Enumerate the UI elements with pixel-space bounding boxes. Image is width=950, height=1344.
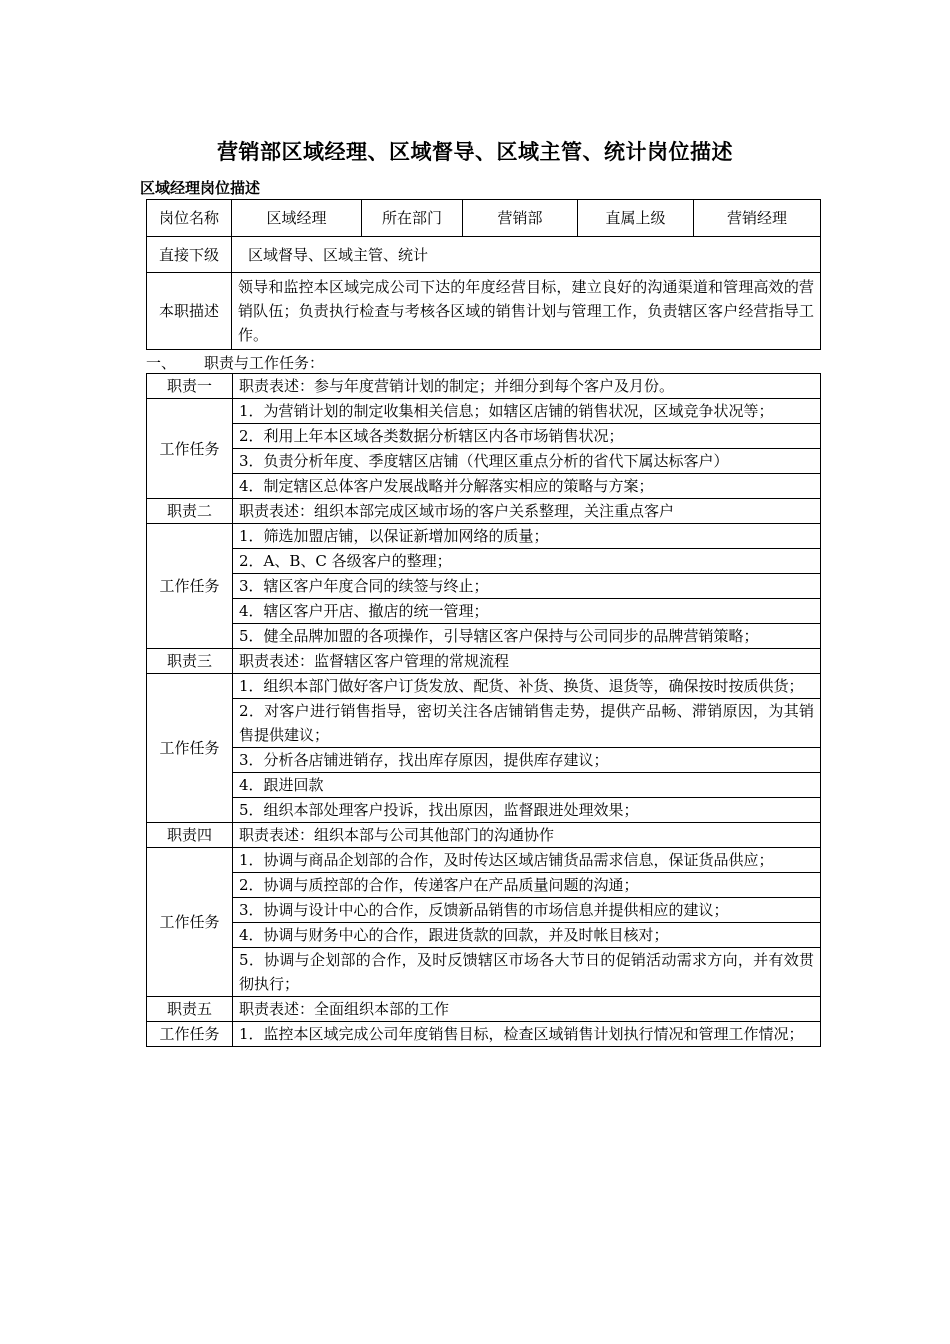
task-item: 2．对客户进行销售指导，密切关注各店铺销售走势，提供产品畅、滞销原因，为其销售提供建议； <box>233 699 821 748</box>
task-item: 3．辖区客户年度合同的续签与终止； <box>233 574 821 599</box>
position-info-table <box>146 199 821 350</box>
task-row <box>147 599 821 624</box>
task-item: 4．制定辖区总体客户发展战略并分解落实相应的策略与方案； <box>233 474 821 499</box>
department-label: 所在部门 <box>362 200 463 237</box>
work-task-label: 工作任务 <box>147 674 233 823</box>
task-row <box>147 873 821 898</box>
task-item: 2．协调与质控部的合作，传递客户在产品质量问题的沟通； <box>233 873 821 898</box>
task-item: 1．组织本部门做好客户订货发放、配货、补货、换货、退货等，确保按时按质供货； <box>233 674 821 699</box>
duty-row <box>147 374 821 399</box>
task-item: 2．利用上年本区域各类数据分析辖区内各市场销售状况； <box>233 424 821 449</box>
task-item: 4．跟进回款 <box>233 773 821 798</box>
duty-description-value: 领导和监控本区域完成公司下达的年度经营目标，建立良好的沟通渠道和管理高效的营销队伍；负责执行检查与考核各区域的销售计划与管理工作，负责辖区客户经营指导工作。 <box>232 273 821 350</box>
task-item: 3．协调与设计中心的合作，反馈新品销售的市场信息并提供相应的建议； <box>233 898 821 923</box>
task-item: 2．A、B、C 各级客户的整理； <box>233 549 821 574</box>
task-row <box>147 399 821 424</box>
task-item: 3．分析各店铺进销存，找出库存原因，提供库存建议； <box>233 748 821 773</box>
task-item: 1．监控本区域完成公司年度销售目标，检查区域销售计划执行情况和管理工作情况； <box>233 1022 821 1047</box>
task-item: 5．组织本部处理客户投诉，找出原因，监督跟进处理效果； <box>233 798 821 823</box>
task-row <box>147 574 821 599</box>
duty-statement: 职责表述：组织本部与公司其他部门的沟通协作 <box>233 823 821 848</box>
duty-row <box>147 823 821 848</box>
duty-description-label: 本职描述 <box>147 273 232 350</box>
task-item: 1．为营销计划的制定收集相关信息；如辖区店铺的销售状况，区域竞争状况等； <box>233 399 821 424</box>
duty-row <box>147 499 821 524</box>
duty-statement: 职责表述：组织本部完成区域市场的客户关系整理，关注重点客户 <box>233 499 821 524</box>
section-title: 区域经理岗位描述 <box>140 179 261 197</box>
page-title: 营销部区域经理、区域督导、区域主管、统计岗位描述 <box>217 140 733 164</box>
task-row <box>147 424 821 449</box>
duty-statement: 职责表述：参与年度营销计划的制定；并细分到每个客户及月份。 <box>233 374 821 399</box>
subordinate-value: 区域督导、区域主管、统计 <box>232 237 821 273</box>
duty-label: 职责四 <box>147 823 233 848</box>
work-task-label: 工作任务 <box>147 399 233 499</box>
duty-row <box>147 997 821 1022</box>
task-row <box>147 748 821 773</box>
duty-statement: 职责表述：全面组织本部的工作 <box>233 997 821 1022</box>
task-item: 1．筛选加盟店铺，以保证新增加网络的质量； <box>233 524 821 549</box>
task-item: 1．协调与商品企划部的合作，及时传达区域店铺货品需求信息，保证货品供应； <box>233 848 821 873</box>
task-row <box>147 674 821 699</box>
duty-label: 职责五 <box>147 997 233 1022</box>
duties-table <box>146 373 821 1047</box>
task-row <box>147 524 821 549</box>
work-task-label: 工作任务 <box>147 1022 233 1047</box>
task-row <box>147 773 821 798</box>
superior-label: 直属上级 <box>578 200 694 237</box>
section-heading-text: 职责与工作任务： <box>204 354 325 372</box>
task-row <box>147 923 821 948</box>
department-value: 营销部 <box>463 200 578 237</box>
duty-row <box>147 649 821 674</box>
task-row <box>147 798 821 823</box>
task-row <box>147 848 821 873</box>
task-item: 4．辖区客户开店、撤店的统一管理； <box>233 599 821 624</box>
duty-label: 职责一 <box>147 374 233 399</box>
task-row <box>147 549 821 574</box>
task-row <box>147 624 821 649</box>
work-task-label: 工作任务 <box>147 848 233 997</box>
task-item: 5．健全品牌加盟的各项操作，引导辖区客户保持与公司同步的品牌营销策略； <box>233 624 821 649</box>
section-heading-one <box>146 352 324 373</box>
task-item: 5．协调与企划部的合作，及时反馈辖区市场各大节日的促销活动需求方向，并有效贯彻执行； <box>233 948 821 997</box>
task-item: 3．负责分析年度、季度辖区店铺（代理区重点分析的省代下属达标客户） <box>233 449 821 474</box>
task-row <box>147 948 821 997</box>
position-name-value: 区域经理 <box>232 200 362 237</box>
task-row <box>147 449 821 474</box>
subordinate-label: 直接下级 <box>147 237 232 273</box>
task-row <box>147 699 821 748</box>
superior-value: 营销经理 <box>694 200 821 237</box>
section-number: 一、 <box>146 354 177 372</box>
duty-statement: 职责表述：监督辖区客户管理的常规流程 <box>233 649 821 674</box>
task-item: 4．协调与财务中心的合作，跟进货款的回款，并及时帐目核对； <box>233 923 821 948</box>
task-row <box>147 474 821 499</box>
position-name-label: 岗位名称 <box>147 200 232 237</box>
duty-label: 职责二 <box>147 499 233 524</box>
task-row <box>147 1022 821 1047</box>
duty-label: 职责三 <box>147 649 233 674</box>
task-row <box>147 898 821 923</box>
work-task-label: 工作任务 <box>147 524 233 649</box>
